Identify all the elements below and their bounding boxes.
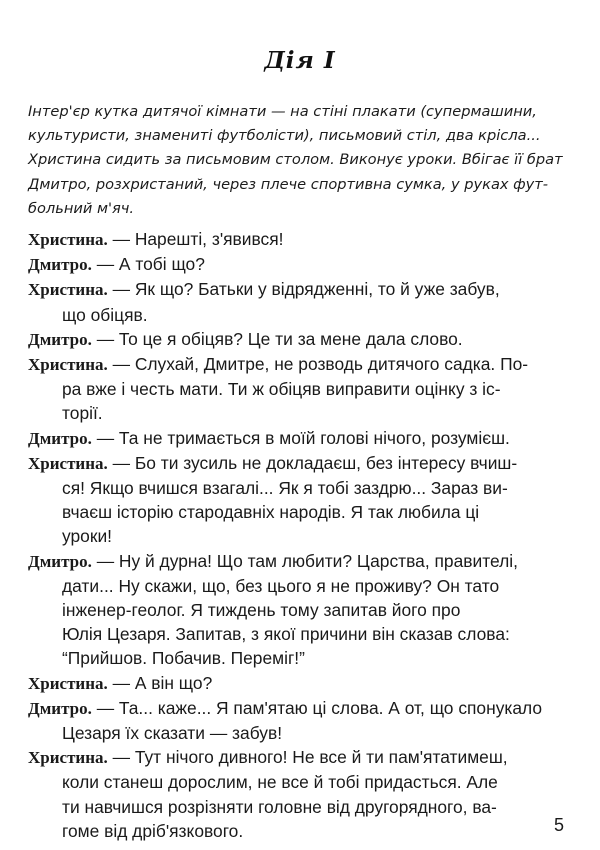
stage-direction-line: Дмитро, розхристаний, через плече спортивна сумка, у руках фут- bbox=[28, 175, 549, 193]
speaker-name: Христина. bbox=[28, 280, 108, 300]
dialogue-line bbox=[28, 745, 573, 770]
speech-continuation: ти навчишся розрізняти головне від другорядного, ва- bbox=[62, 796, 497, 817]
speaker-name: Дмитро. bbox=[28, 428, 92, 448]
speech-text: — Тут нічого дивного! Не все й ти пам'ятатимеш, bbox=[112, 747, 508, 768]
stage-direction-line: Інтер'єр кутка дитячої кімнати — на стіні плакати (супермашини, bbox=[28, 103, 537, 120]
speech-continuation: інженер-геолог. Я тиждень тому запитав його про bbox=[62, 600, 461, 621]
speech-text: — А він що? bbox=[112, 672, 213, 693]
speech-text: — Бо ти зусиль не докладаєш, без інтересу вчиш- bbox=[112, 452, 518, 473]
speech-continuation: торії. bbox=[62, 403, 103, 424]
speech-continuation: уроки! bbox=[62, 526, 112, 547]
dialogue-line bbox=[28, 696, 573, 721]
act-heading: Дія І bbox=[264, 47, 336, 74]
speaker-name: Дмитро. bbox=[28, 255, 92, 275]
dialogue-line bbox=[28, 426, 573, 451]
dialogue-line bbox=[28, 671, 573, 696]
speech-continuation: що обіцяв. bbox=[62, 304, 148, 325]
speech-continuation: вчаєш історію стародавніх народів. Я так любила ці bbox=[62, 502, 480, 523]
speech-text: — Нарешті, з'явився! bbox=[112, 229, 284, 249]
speech-continuation: гоме від дріб'язкового. bbox=[62, 820, 244, 841]
speaker-name: Христина. bbox=[28, 230, 108, 249]
speaker-name: Христина. bbox=[28, 748, 108, 768]
speech-continuation: ра вже і честь мати. Ти ж обіцяв виправити оцінку з іс- bbox=[62, 379, 501, 400]
stage-direction-line: культуристи, знамениті футболісти), письмовий стіл, два крісла... bbox=[28, 127, 541, 145]
speech-continuation: Юлія Цезаря. Запитав, з якої причини він сказав слова: bbox=[62, 624, 510, 645]
page-number: 5 bbox=[553, 815, 564, 835]
speech-continuation: ся! Якщо вчишся взагалі... Як я тобі заздрю... Зараз ви- bbox=[62, 478, 508, 499]
speaker-name: Дмитро. bbox=[28, 698, 92, 718]
speech-text: — Слухай, Дмитре, не розводь дитячого садка. По- bbox=[112, 354, 529, 375]
speech-continuation: дати... Ну скажи, що, без цього я не проживу? Он тато bbox=[62, 575, 500, 596]
dialogue-line bbox=[28, 549, 573, 574]
speech-text: — Та... каже... Я пам'ятаю ці слова. А от, що спонукало bbox=[96, 697, 543, 718]
dialogue-line bbox=[28, 252, 573, 277]
speech-text: — То це я обіцяв? Це ти за мене дала слово. bbox=[96, 328, 463, 349]
speech-text: — Та не тримається в моїй голові нічого, розумієш. bbox=[96, 427, 510, 448]
speech-text: — А тобі що? bbox=[96, 254, 205, 275]
speech-continuation: Цезаря їх сказати — забув! bbox=[62, 723, 283, 744]
speech-continuation: “Прийшов. Побачив. Переміг!” bbox=[62, 648, 305, 669]
stage-direction-line: Христина сидить за письмовим столом. Виконує уроки. Вбігає її брат bbox=[28, 151, 563, 169]
dialogue-line bbox=[28, 352, 573, 377]
stage-direction-line: больний м'яч. bbox=[28, 199, 135, 217]
stage-direction bbox=[28, 100, 568, 221]
speaker-name: Христина. bbox=[28, 355, 108, 375]
dialogue-line bbox=[28, 327, 573, 352]
dialogue bbox=[28, 227, 573, 843]
speaker-name: Христина. bbox=[28, 673, 108, 693]
speaker-name: Христина. bbox=[28, 453, 108, 473]
speech-text: — Ну й дурна! Що там любити? Царства, правителі, bbox=[96, 550, 518, 571]
speech-text: — Як що? Батьки у відрядженні, то й уже забув, bbox=[112, 279, 500, 300]
speech-continuation: коли станеш дорослим, не все й тобі придасться. Але bbox=[62, 772, 498, 793]
speaker-name: Дмитро. bbox=[28, 551, 92, 571]
speaker-name: Дмитро. bbox=[28, 329, 92, 349]
dialogue-line bbox=[28, 277, 573, 302]
dialogue-line bbox=[28, 451, 573, 476]
dialogue-line bbox=[28, 227, 573, 252]
